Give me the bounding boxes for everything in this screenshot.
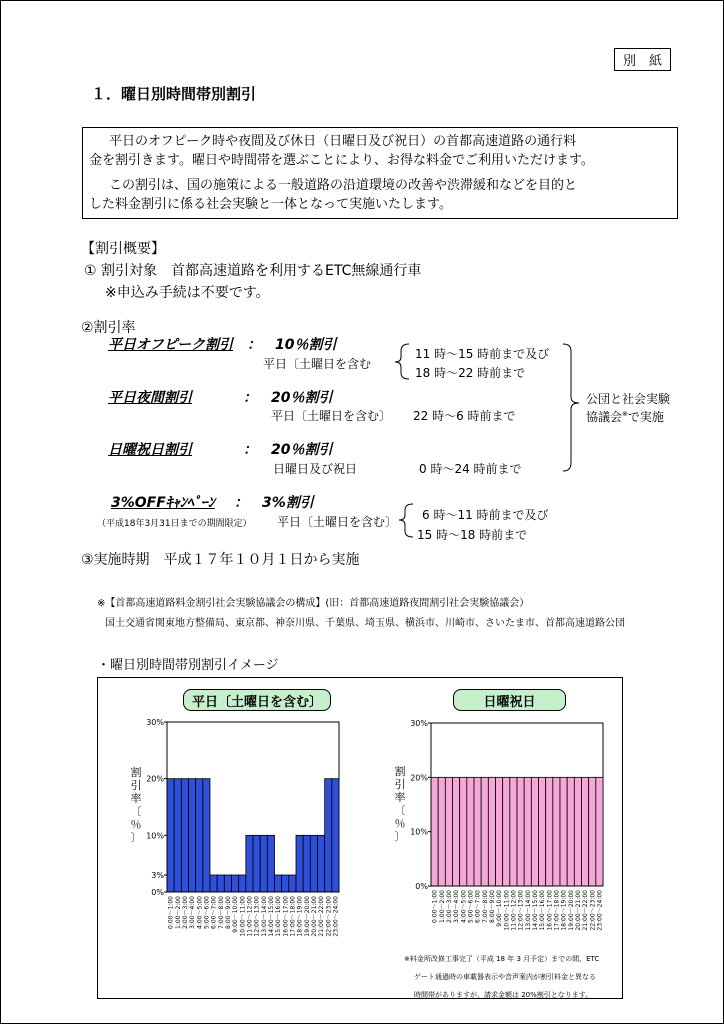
x-tick-label-weekday-18: 18:00～19:00 [296,895,304,937]
x-tick-label-holiday-7: 7:00～8:00 [481,890,489,923]
x-tick-label-weekday-23: 23:00～24:00 [332,896,340,937]
bar-weekday-5 [203,779,210,892]
x-tick-label-holiday-14: 14:00～15:00 [531,890,539,931]
x-tick-label-weekday-7: 7:00～8:00 [217,896,225,929]
x-tick-label-weekday-14: 14:00～15:00 [267,896,275,937]
x-tick-label-holiday-20: 20:00～21:00 [574,890,582,931]
y-axis-label-weekday-0: 割 [130,766,142,779]
holiday-name: 日曜祝日割引 [108,442,192,458]
bar-holiday-20 [574,777,581,886]
bar-weekday-14 [267,835,274,892]
y-axis-label-holiday-4: ％ [394,816,406,830]
night-rate: ： 20％割引 [243,390,333,406]
x-tick-label-holiday-18: 18:00～19:00 [560,889,568,931]
offpeak-time-2: 18 時～22 時前まで [415,366,526,380]
bar-holiday-18 [560,777,567,886]
night-days: 平日〔土曜日を含む〕 [271,409,392,423]
bar-weekday-15 [275,875,282,892]
overview-heading: 【割引概要】 [81,241,165,257]
bar-holiday-15 [539,777,546,886]
x-tick-label-holiday-3: 3:00～4:00 [453,889,461,923]
implementer-line-2: 協議会※で実施 [586,410,664,424]
y-axis-label-holiday-3: 〔 [394,803,406,817]
y-tick-label-weekday-0: 30% [146,718,164,727]
intro-line-3: この割引は、国の施策による一般道路の沿道環境の改善や渋滞緩和などを目的と [109,178,578,193]
x-tick-label-weekday-15: 15:00～16:00 [275,895,283,937]
x-tick-label-weekday-1: 1:00～2:00 [174,896,182,929]
y-tick-label-weekday-4: 0% [151,888,164,897]
y-axis-label-weekday-3: 〔 [130,805,142,818]
y-axis-label-weekday-2: 率 [130,792,142,805]
bar-holiday-22 [589,777,596,886]
x-tick-label-weekday-20: 20:00～21:00 [310,896,318,937]
bar-holiday-1 [438,777,445,886]
y-axis-label-holiday-1: 引 [394,777,406,791]
bar-holiday-8 [488,777,495,886]
x-tick-label-holiday-12: 12:00～13:00 [517,889,525,931]
x-tick-label-holiday-2: 2:00～3:00 [445,890,453,923]
bar-weekday-23 [332,779,339,892]
intro-line-4: した料金割引に係る社会実験と一体となって実施いたします。 [89,197,452,212]
holiday-rate: ： 20％割引 [243,442,333,458]
bar-holiday-13 [524,777,531,886]
campaign-time-2: 15 時～18 時前まで [417,528,528,542]
x-tick-label-weekday-12: 12:00～13:00 [253,895,261,937]
x-tick-label-weekday-22: 22:00～23:00 [325,896,333,937]
night-name: 平日夜間割引 [108,390,192,406]
y-axis-label-holiday-5: 〕 [394,829,406,843]
x-tick-label-holiday-15: 15:00～16:00 [539,889,547,931]
bar-weekday-13 [260,835,267,892]
x-tick-label-weekday-17: 17:00～18:00 [289,896,297,937]
bar-weekday-21 [318,835,325,892]
bar-holiday-5 [467,777,474,886]
bar-holiday-2 [445,777,452,886]
overview-item-1-note: ※申込み手続は不要です。 [105,285,270,301]
x-tick-label-holiday-17: 17:00～18:00 [553,890,561,931]
bar-holiday-4 [460,777,467,886]
bar-weekday-10 [239,875,246,892]
x-tick-label-weekday-10: 10:00～11:00 [239,896,247,937]
attachment-label: 別 紙 [614,48,671,71]
y-axis-label-holiday-0: 割 [394,764,406,778]
intro-line-2: 金を割引きます。曜日や時間帯を選ぶことにより、お得な料金でご利用いただけます。 [89,153,594,168]
night-time: 22 時～6 時前まで [413,409,516,423]
x-tick-label-weekday-8: 8:00～9:00 [224,896,232,929]
bar-holiday-10 [503,777,510,886]
bar-weekday-16 [282,875,289,892]
chart-title-weekday: 平日〔土曜日を含む〕 [183,689,331,711]
holiday-days: 日曜日及び祝日 [273,462,358,476]
y-tick-label-weekday-3: 3% [151,871,164,880]
bar-weekday-11 [246,835,253,892]
x-tick-label-holiday-23: 23:00～24:00 [596,890,604,931]
bar-weekday-12 [253,835,260,892]
x-tick-label-holiday-6: 6:00～7:00 [474,889,482,923]
x-tick-label-holiday-0: 0:00～1:00 [431,889,439,923]
y-tick-label-holiday-0: 30% [410,719,428,728]
x-tick-label-holiday-22: 22:00～23:00 [589,890,597,931]
bar-weekday-18 [296,835,303,892]
y-tick-label-weekday-2: 10% [146,831,164,841]
campaign-days: 平日〔土曜日を含む〕 [277,515,398,529]
bar-holiday-21 [582,777,589,886]
y-tick-label-holiday-3: 0% [415,882,428,891]
chart-footnote-line-3: 時間帯がありますが、請求金額は 20%割引となります。 [414,991,593,999]
offpeak-rate: ： 10％割引 [247,337,337,353]
bar-holiday-14 [531,777,538,886]
intro-line-1: 平日のオフピーク時や夜間及び休日（日曜日及び祝日）の首都高速道路の通行料 [109,134,577,149]
chart-footnote-line-2: ゲート通過時の車載器表示や音声案内が割引料金と異なる [414,973,596,981]
bar-weekday-1 [174,779,181,892]
bar-weekday-22 [325,779,332,892]
x-tick-label-weekday-16: 16:00～17:00 [282,896,290,937]
offpeak-name: 平日オフピーク割引 [108,337,234,353]
bar-weekday-2 [181,779,188,892]
bracket-lines [1,1,724,561]
bar-holiday-19 [567,777,574,886]
bar-holiday-9 [496,777,503,886]
x-tick-label-weekday-19: 19:00～20:00 [303,896,311,937]
bar-weekday-6 [210,875,217,892]
implementer-sup: ※ [622,410,628,418]
holiday-time: 0 時～24 時前まで [419,462,522,476]
bar-holiday-16 [546,777,553,886]
x-tick-label-holiday-21: 21:00～22:00 [582,889,590,931]
bar-weekday-0 [167,779,174,892]
chart-footnote [404,950,599,1004]
x-tick-label-holiday-19: 19:00～20:00 [567,890,575,931]
x-tick-label-weekday-13: 13:00～14:00 [260,896,268,937]
x-tick-label-weekday-3: 3:00～4:00 [189,895,197,929]
campaign-time-1: 6 時～11 時前まで及び [422,508,549,522]
x-tick-label-weekday-21: 21:00～22:00 [318,895,326,937]
campaign-name: 3%OFFｷｬﾝﾍﾟｰﾝ [111,495,215,511]
x-tick-label-weekday-5: 5:00～6:00 [203,896,211,929]
chart-footnote-line-1: ※料金所改修工事完了（平成 18 年 3 月予定）までの間、ETC [404,955,600,963]
bar-holiday-17 [553,777,560,886]
x-tick-label-holiday-9: 9:00～10:00 [496,889,504,927]
y-tick-label-holiday-2: 10% [410,827,428,837]
bar-weekday-4 [196,779,203,892]
bar-holiday-0 [431,777,438,886]
chart-title-holiday: 日曜祝日 [453,689,566,711]
x-tick-label-weekday-4: 4:00～5:00 [196,896,204,929]
x-tick-label-holiday-4: 4:00～5:00 [460,890,468,923]
bar-weekday-17 [289,875,296,892]
x-tick-label-weekday-0: 0:00～1:00 [167,895,175,929]
campaign-note: （平成18年3月31日までの期間限定） [97,519,252,529]
x-tick-label-holiday-16: 16:00～17:00 [546,890,554,931]
chart-box [97,677,623,999]
bar-holiday-11 [510,777,517,886]
offpeak-time-1: 11 時～15 時前まで及び [415,347,550,361]
bar-holiday-23 [596,777,603,886]
bar-weekday-20 [310,835,317,892]
x-tick-label-holiday-11: 11:00～12:00 [510,890,518,931]
x-tick-label-weekday-6: 6:00～7:00 [210,895,218,929]
y-tick-label-holiday-1: 20% [410,773,428,783]
y-axis-label-weekday-4: ％ [130,818,142,831]
x-tick-label-weekday-9: 9:00～10:00 [232,895,240,933]
section-title: １．曜日別時間帯別割引 [91,85,257,103]
council-line-1: ※【首都高速道路料金割引社会実験協議会の構成】(旧：首都高速道路夜間割引社会実験協議会） [97,598,530,609]
x-tick-label-holiday-8: 8:00～9:00 [488,890,496,923]
bar-weekday-8 [224,875,231,892]
overview-item-3: ③実施時期 平成１７年１０月１日から実施 [81,552,360,568]
y-axis-label-weekday-1: 引 [130,779,142,792]
x-tick-label-weekday-11: 11:00～12:00 [246,896,254,937]
x-tick-label-holiday-10: 10:00～11:00 [503,890,511,931]
bar-holiday-3 [453,777,460,886]
bar-holiday-6 [474,777,481,886]
y-axis-label-holiday-2: 率 [394,790,406,804]
council-line-2: 国土交通省関東地方整備局、東京都、神奈川県、千葉県、埼玉県、横浜市、川崎市、さいたま市、首都高速道路公団 [105,618,625,629]
overview-item-1: ① 割引対象 首都高速道路を利用するETC無線通行車 [84,263,422,279]
bar-weekday-3 [189,779,196,892]
x-tick-label-holiday-5: 5:00～6:00 [467,890,475,923]
bar-holiday-7 [481,777,488,886]
offpeak-days: 平日〔土曜日を含む [263,357,372,371]
x-tick-label-holiday-13: 13:00～14:00 [524,890,532,931]
y-axis-label-weekday-5: 〕 [130,831,142,844]
x-tick-label-weekday-2: 2:00～3:00 [181,896,189,929]
bar-weekday-7 [217,875,224,892]
bar-holiday-12 [517,777,524,886]
campaign-rate: ： 3%割引 [234,495,314,511]
overview-item-2: ②割引率 [81,320,136,336]
implementer-line-1: 公団と社会実験 [586,392,671,406]
bar-weekday-19 [303,835,310,892]
bar-weekday-9 [232,875,239,892]
x-tick-label-holiday-1: 1:00～2:00 [438,890,446,923]
y-tick-label-weekday-1: 20% [146,774,164,784]
chart-heading: ・曜日別時間帯別割引イメージ [97,658,279,673]
